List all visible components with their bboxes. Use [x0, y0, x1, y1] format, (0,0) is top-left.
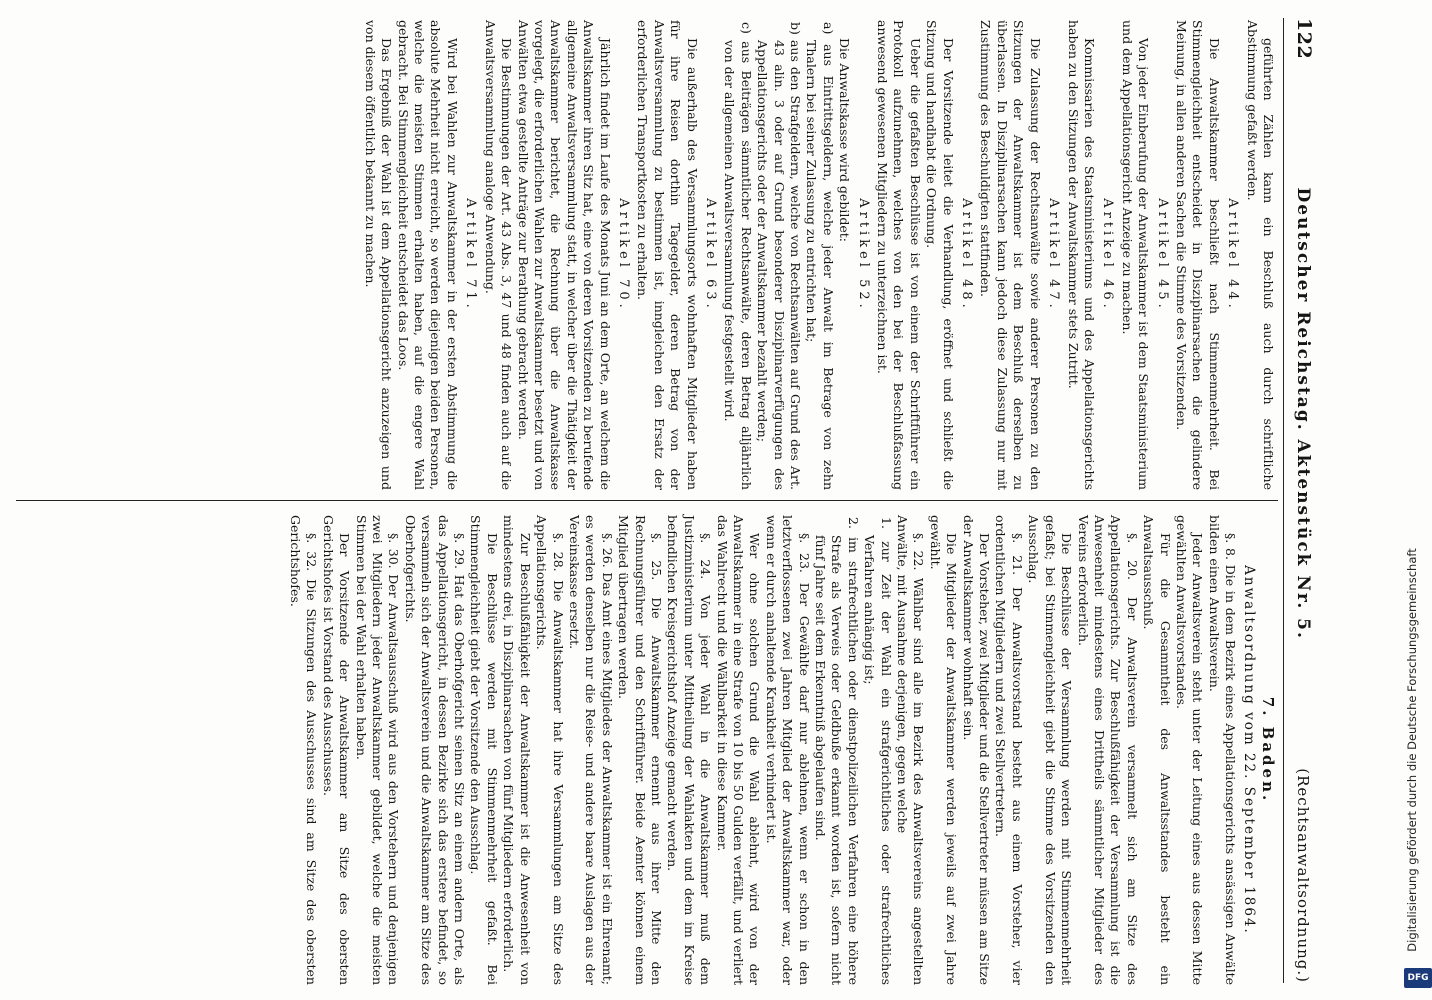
paragraph: Der Vorsitzende leitet die Verhandlung, eröffnet und schließt die Sitzung und handhabt die Ordnung.: [924, 20, 956, 490]
dfg-logo: [1404, 968, 1432, 988]
section-paragraph: §. 23. Der Gewählte darf nur ablehnen, wenn er schon in den letztverflossenen zwei Jahren Mitglied der Anwaltskammer war, oder wenn er durch anhaltende Krankheit verhindert ist.: [763, 515, 812, 985]
paragraph: Die außerhalb des Versammlungsorts wohnhaften Mitglieder haben für ihre Reisen dorthin Tagegelder, deren Betrag von der Anwaltsversammlung zu bestimmen ist, inngleichen den Ersatz der erforderlichen Transportkosten zu erhalten.: [635, 20, 700, 490]
section-paragraph: §. 22. Wählbar sind alle im Bezirk des Anwaltsvereins angestellten Anwälte, mit Ausnahme derjenigen, gegen welche: [895, 515, 927, 985]
paragraph: Wer ohne solchen Grund die Wahl ablehnt, wird von der Anwaltskammer in eine Strafe von 10 bis 50 Gulden verfällt, und verliert das Wahlrecht und die Wählbarkeit in diese Kammer.: [714, 515, 763, 985]
list-item: 1. zur Zeit der Wahl ein strafgerichtliches oder strafrechtliches Verfahren anhängig ist;: [862, 517, 894, 985]
section-paragraph: §. 8. Die in dem Bezirk eines Appellationsgerichts ansässigen Anwälte bilden einen Anwaltsverein.: [1206, 515, 1239, 985]
paragraph: Die Beschlüsse der Versammlung werden mit Stimmenmehrheit gefaßt; bei Stimmengleichheit giebt die Stimme des Vorsitzenden den Ausschlag.: [1026, 515, 1075, 985]
section-subheading: Anwaltsordnung vom 22. September 1864.: [1240, 565, 1257, 935]
list-item: b) aus den Strafgeldern, welche von Rechtsanwälten auf Grund des Art. 43 alin. 3 oder auf Grund besonderer Disziplinarverfügungen des Appellationsgerichts oder der Anwaltskammer bezahlt werden;: [755, 22, 804, 490]
list-item: a) aus Eintrittsgeldern, welche jeder Anwalt im Betrage von zehn Thalern bei seiner Zulassung zu entrichten hat;: [804, 22, 836, 490]
section-paragraph: §. 20. Der Anwaltsverein versammelt sich am Sitze des Appellationsgerichts. Zur Beschlußfähigkeit der Versammlung ist die Anwesenheit mindestens eines Drittheils sämmtlicher Mitglieder des Vereins erforderlich.: [1075, 515, 1140, 985]
paragraph: Von jeder Einberufung der Anwaltskammer ist dem Staatsministerium und dem Appellationsgericht Anzeige zu machen.: [1119, 20, 1152, 490]
paragraph: Das Ergebniß der Wahl ist dem Appellationsgericht anzuzeigen und von diesem öffentlich bekannt zu machen.: [362, 20, 395, 490]
paragraph: Die Mitglieder der Anwaltskammer werden jeweils auf zwei Jahre gewählt.: [927, 515, 960, 985]
article-heading: Artikel 44.: [1225, 198, 1241, 312]
section-paragraph: §. 25. Die Anwaltskammer ernennt aus ihrer Mitte den Rechnungsführer und den Schriftführer. Beide Aemter können einem Mitglied übertragen werden.: [616, 515, 664, 985]
paragraph: Für die Gesammtheit des Anwaltsstandes besteht ein Anwaltsausschuß.: [1141, 515, 1173, 985]
paragraph: geführten Zählen kann ein Beschluß auch durch schriftliche Abstimmung gefaßt werden.: [1244, 20, 1276, 490]
dfg-logo-text: DFG: [1407, 973, 1429, 983]
paragraph: Die Zulassung der Rechtsanwälte sowie anderer Personen zu den Sitzungen der Anwaltskammer ist dem Beschluß derselben zu überlassen. In Disziplinarsachen kann jedoch diese Zulassung nur mit Zustimmung des Beschuldigten stattfinden.: [978, 20, 1043, 490]
header-rule: [1283, 18, 1284, 983]
section-paragraph: §. 29. Hat das Oberhofgericht seinen Sitz an einem andern Orte, als das Appellationsgericht, in dessen Bezirke sich das erstere befindet, so versammeln sich der Anwaltsverein und die Anwaltskammer am Sitze des Oberhofgerichts.: [402, 515, 468, 985]
section-paragraph: §. 30. Der Anwaltsausschuß wird aus den Vorstehern und denjenigen zwei Mitgliedern jeder Anwaltskammer gebildet, welche die meisten Stimmen bei der Wahl erhalten haben.: [353, 515, 402, 985]
article-heading: Artikel 46.: [1100, 198, 1116, 312]
section-paragraph: §. 21. Der Anwaltsvorstand besteht aus einem Vorsteher, vier ordentlichen Mitgliedern und zwei Stellvertretern.: [993, 515, 1025, 985]
right-text-column: [287, 515, 1276, 985]
paragraph: Ueber die gefaßten Beschlüsse ist von einem der Schriftführer ein Protokoll aufzunehmen, welches von den bei der Beschlußfassung anwesend gewesenen Mitgliedern zu unterzeichnen ist.: [875, 20, 923, 490]
article-heading: Artikel 52.: [855, 198, 871, 312]
section-paragraph: §. 26. Das Amt eines Mitgliedes der Anwaltskammer ist ein Ehrenamt; es werden denselben nur die Reise- und andere baare Auslagen aus der Vereinskasse ersetzt.: [566, 515, 615, 985]
paragraph: Wird bei Wahlen zur Anwaltskammer in der ersten Abstimmung die absolute Mehrheit nicht erreicht, so werden diejenigen beiden Personen, welche die meisten Stimmen erhalten haben, auf die engere Wahl gebracht. Bei Stimmengleichheit entscheidet das Loos.: [395, 20, 460, 490]
section-paragraph: §. 28. Die Anwaltskammer hat ihre Versammlungen am Sitze des Appellationsgerichts.: [534, 515, 566, 985]
article-heading: Artikel 71.: [463, 198, 479, 312]
article-heading: Artikel 63.: [703, 198, 718, 312]
paragraph: Jährlich findet im Laufe des Monats Juni an dem Orte, an welchem die Anwaltskammer ihren Sitz hat, eine von deren Vorsitzenden zu berufende allgemeine Anwaltsversammlung statt, in welcher über die Thätigkeit der Anwaltskammer berichtet, die Rechnung über die Anwaltskasse vorgelegt, die erforderlichen Wahlen zur Anwaltskammer besetzt und von Anwälten etwa gestellte Anträge zur Berathung gebracht werden.: [515, 20, 613, 490]
left-text-column: [361, 20, 1276, 490]
column-divider: [16, 500, 1278, 501]
paragraph: Die Anwaltskasse wird gebildet:: [837, 38, 853, 242]
article-heading: Artikel 45.: [1154, 198, 1170, 312]
article-heading: Artikel 47.: [1046, 198, 1062, 312]
page-header: [1288, 18, 1315, 983]
running-subtitle: (Rechtsanwaltsordnung.): [1294, 768, 1312, 983]
paragraph: Jeder Anwaltsverein steht unter der Leitung eines aus dessen Mitte gewählten Anwaltsvorstandes.: [1173, 515, 1206, 985]
section-paragraph: §. 32. Die Sitzungen des Ausschusses sind am Sitze des obersten Gerichtshofes.: [288, 515, 320, 985]
list-item: 2. im strafrechtlichen oder dienstpolizeilichen Verfahren eine höhere Strafe als Verweis oder Geldbuße erkannt worden ist, sofern nicht fünf Jahre seit dem Erkenntniß abgelaufen sind.: [813, 517, 861, 985]
paragraph: Der Vorsitzende der Anwaltskammer am Sitze des obersten Gerichtshofes ist Vorstand des Ausschusses.: [320, 515, 353, 985]
list-item: c) aus Beiträgen sämmtlicher Rechtsanwälte, deren Betrag alljährlich von der allgemeinen Anwaltsversammlung festgestellt wird.: [722, 22, 754, 490]
section-heading: 7. Baden.: [1259, 696, 1277, 804]
running-title: Deutscher Reichstag. Aktenstück Nr. 5.: [1293, 187, 1313, 640]
article-heading: Artikel 48.: [959, 198, 975, 312]
digitization-note-text: Digitalisierung gefördert durch die Deutsche Forschungsgemeinschaft: [1405, 548, 1419, 952]
article-heading: Artikel 70.: [615, 198, 631, 312]
paragraph: Die Bestimmungen der Art. 43 Abs. 3, 47 und 48 finden auch auf die Anwaltsversammlung analoge Anwendung.: [482, 20, 515, 490]
paragraph: Kommissarien des Staatsministeriums und des Appellationsgerichts haben zu den Sitzungen der Anwaltskammer stets Zutritt.: [1065, 20, 1097, 490]
paragraph: Die Beschlüsse werden mit Stimmenmehrheit gefaßt. Bei Stimmengleichheit giebt der Vorsitzende den Ausschlag.: [468, 515, 500, 985]
section-paragraph: §. 24. Von jeder Wahl in die Anwaltskammer muß dem Justizministerium unter Mittheilung der Wahlakten und dem im Kreise befindlichen Kreisgerichtshof Anzeige gemacht werden.: [665, 515, 714, 985]
paragraph: Der Vorsteher, zwei Mitglieder und die Stellvertreter müssen am Sitze der Anwaltskammer wohnhaft sein.: [960, 515, 993, 985]
paragraph: Die Anwaltskammer beschließt nach Stimmenmehrheit. Bei Stimmengleichheit entscheidet in Disziplinarsachen die gelindere Meinung, in allen anderen Sachen die Stimme des Vorsitzenden.: [1173, 20, 1222, 490]
page-number: 122: [1293, 18, 1315, 60]
paragraph: Zur Beschlußfähigkeit der Anwaltskammer ist die Anwesenheit von mindestens drei, in Disziplinarsachen von fünf Mitgliedern erforderlich.: [501, 515, 533, 985]
